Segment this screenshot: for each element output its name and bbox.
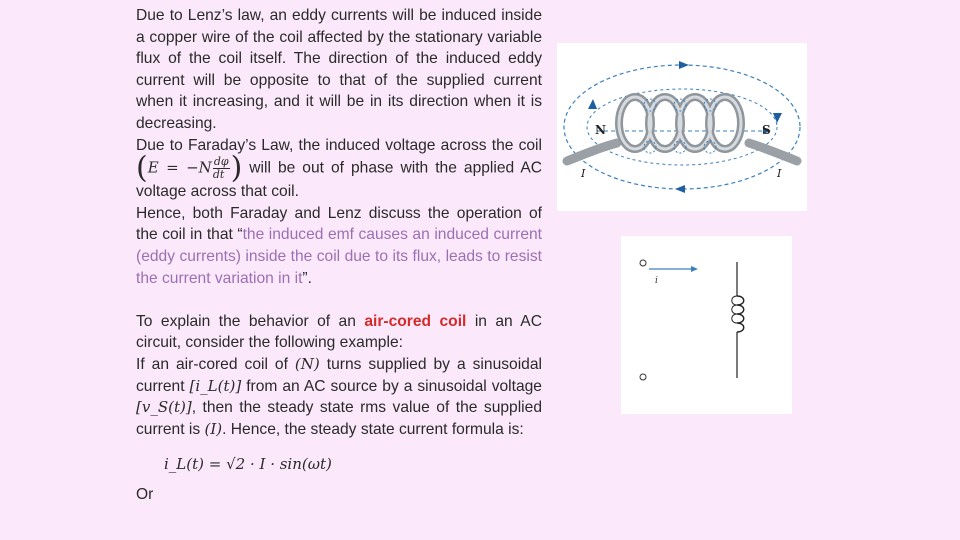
- text-column: [136, 5, 542, 505]
- faraday-text-b: will be out of phase with the applied AC voltage across that coil.: [136, 159, 542, 201]
- hence-paragraph: [136, 203, 542, 289]
- emf-lhs: E = −N: [147, 158, 212, 177]
- inductor-coil: [737, 296, 744, 332]
- coil-field-figure: [557, 43, 807, 211]
- or-text: Or: [136, 485, 154, 503]
- coil-field-svg: [557, 43, 807, 211]
- emf-numerator: dφ: [213, 155, 229, 169]
- bottom-terminal: [640, 374, 646, 380]
- example-text-c: from an AC source by a sinusoidal voltage: [246, 377, 542, 395]
- current-arrow-icon: [691, 266, 698, 272]
- inductor-coil-back: [732, 296, 737, 323]
- emf-denominator: dt: [212, 168, 225, 182]
- emf-open-paren: (: [136, 150, 148, 186]
- inductor-circuit-figure: [621, 236, 792, 414]
- voltage-symbol: [v_S(t)]: [136, 398, 192, 417]
- explain-text-b: in an AC circuit, consider the following example:: [136, 312, 542, 352]
- inductor-circuit-svg: [621, 236, 792, 414]
- turns-symbol: (N): [294, 354, 320, 373]
- example-text-d: , then the steady state rms value of the supplied current is: [136, 399, 542, 438]
- current-label: i: [655, 276, 658, 286]
- explain-text-a: To explain the behavior of an: [136, 312, 356, 330]
- air-cored-highlight: air-cored coil: [364, 312, 467, 330]
- explain-paragraph: [136, 311, 542, 354]
- faraday-text-a: Due to Faraday’s Law, the induced voltage across the coil: [136, 136, 542, 154]
- example-paragraph: [136, 354, 542, 440]
- example-text-a: If an air-cored coil of: [136, 355, 288, 373]
- north-label: N: [595, 123, 606, 137]
- right-lead: [749, 143, 797, 161]
- south-label: S: [762, 123, 771, 137]
- hence-text-b: ”.: [302, 269, 312, 287]
- lenz-paragraph: Due to Lenz’s law, an eddy currents will be induced inside a copper wire of the coil affected by the stationary variable flux of the coil itself. The direction of the induced eddy current will be opposite to that of the supplied current when it increasing, and it will be in its direction when it is decreasing.: [136, 7, 542, 132]
- top-terminal: [640, 260, 646, 266]
- arrow-icon: [588, 99, 597, 109]
- rms-symbol: (I): [204, 419, 223, 438]
- hence-quote: the induced emf causes an induced current (eddy currents) inside the coil due to its flux, leads to resist the current variation in it: [136, 226, 543, 287]
- right-current-label: I: [777, 167, 782, 180]
- paragraph-gap: [136, 289, 542, 311]
- example-text-e: . Hence, the steady state current formula is:: [222, 420, 524, 438]
- hence-text-a: Hence, both Faraday and Lenz discuss the operation of the coil in that “: [136, 204, 542, 244]
- arrow-icon: [679, 61, 689, 69]
- faraday-paragraph: [136, 135, 542, 203]
- example-text-b: turns supplied by a sinusoidal current: [136, 355, 542, 395]
- emf-fraction: [213, 156, 230, 181]
- arrow-icon: [675, 185, 685, 193]
- current-formula: [136, 454, 542, 476]
- current-symbol: [i_L(t)]: [189, 376, 242, 395]
- left-current-label: I: [581, 167, 586, 180]
- emf-close-paren: ): [230, 150, 243, 186]
- current-formula-text: i_L(t) = √2 · I · sin(ωt): [164, 455, 332, 474]
